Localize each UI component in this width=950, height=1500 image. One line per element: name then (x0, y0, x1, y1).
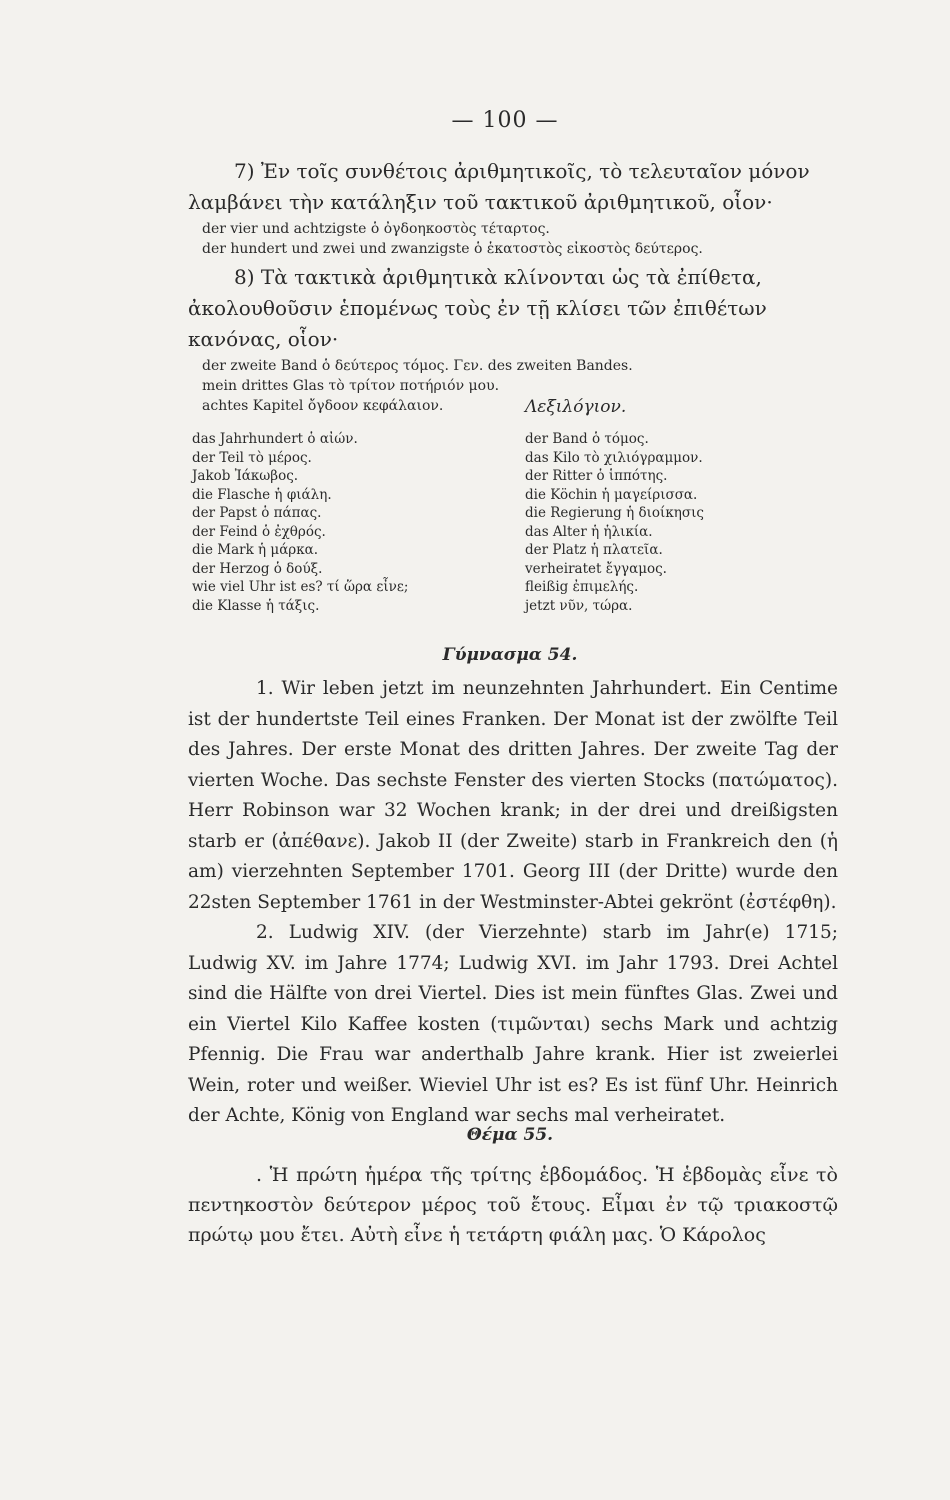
vocabulary-entry: fleißig ἐπιμελής. (525, 579, 639, 595)
vocabulary-left-column (192, 430, 408, 615)
rule-8 (188, 262, 838, 416)
vocabulary-entry: verheiratet ἔγγαμος. (525, 560, 667, 577)
rule-8-example: mein drittes Glas τὸ τρίτον ποτήριόν μου. (202, 378, 500, 394)
exercise-54-paragraph-2: 2. Ludwig XIV. (der Vierzehnte) starb im Jahr(e) 1715; Ludwig XV. im Jahre 1774; Ludwig XVI. im Jahr 1793. Drei Achtel sind die Hälfte von drei Viertel. Dies ist mein fünftes Glas. Zwei und ein Viertel Kilo Kaffee kosten (τιμῶνται) sechs Mark und achtzig Pfennig. Die Frau war anderthalb Jahre krank. Hier ist zweierlei Wein, roter und weißer. Wieviel Uhr ist es? Es ist fünf Uhr. Heinrich der Achte, König von England war sechs mal verheiratet. (188, 922, 838, 1126)
vocabulary-entry: der Band ὁ τόμος. (525, 431, 649, 447)
rule-7-text: 7) Ἐν τοῖς συνθέτοις ἀριθμητικοῖς, τὸ τελευταῖον μόνον λαμβάνει τὴν κατάληξιν τοῦ τακτικοῦ ἀριθμητικοῦ, οἷον· (188, 159, 810, 214)
vocabulary-entry: Jakob Ἰάκωβος. (192, 468, 299, 484)
vocabulary-heading: Λεξιλόγιον. (525, 397, 627, 417)
rule-8-example: der zweite Band ὁ δεύτερος τόμος. Γεν. des zweiten Bandes. (202, 358, 633, 374)
vocabulary-entry: der Teil τὸ μέρος. (192, 449, 312, 466)
vocabulary-entry: der Ritter ὁ ἱππότης. (525, 468, 668, 484)
page-number: — 100 — (451, 108, 559, 133)
vocabulary-entry: die Flasche ἡ φιάλη. (192, 486, 332, 503)
exercise-54-paragraph-1: 1. Wir leben jetzt im neunzehnten Jahrhundert. Ein Centime ist der hundertste Teil eines Franken. Der Monat ist der zwölfte Teil des Jahres. Der erste Monat des dritten Jahres. Der zweite Tag der vierten Woche. Das sechste Fenster des vierten Stocks (πατώματος). Herr Robinson war 32 Wochen krank; in der drei und dreißigsten starb er (ἀπέθανε). Jakob II (der Zweite) starb in Frankreich den (ἡ am) vierzehnten September 1701. Georg III (der Dritte) wurde den 22sten September 1761 in der Westminster-Abtei gekrönt (ἐστέφθη). (188, 678, 838, 913)
vocabulary-entry: der Platz ἡ πλατεῖα. (525, 542, 663, 558)
rule-7 (188, 156, 838, 259)
rule-8-text: 8) Τὰ τακτικὰ ἀριθμητικὰ κλίνονται ὡς τὰ ἐπίθετα, ἀκολουθοῦσιν ἑπομένως τοὺς ἐν τῇ κλίσει τῶν ἐπιθέτων κανόνας, οἷον· (188, 265, 767, 351)
vocabulary-entry: der Papst ὁ πάπας. (192, 505, 322, 521)
vocabulary-entry: die Köchin ἡ μαγείρισσα. (525, 486, 698, 503)
vocabulary-entry: wie viel Uhr ist es? τί ὥρα εἶνε; (192, 579, 409, 595)
exercise-55-heading: Θέμα 55. (466, 1125, 554, 1145)
vocabulary-entry: jetzt νῦν, τώρα. (525, 597, 633, 614)
rule-7-example: der hundert und zwei und zwanzigste ὁ ἑκατοστὸς εἰκοστὸς δεύτερος. (202, 241, 703, 257)
vocabulary-entry: der Feind ὁ ἐχθρός. (192, 523, 326, 540)
vocabulary-entry: die Regierung ἡ διοίκησις (525, 505, 704, 521)
vocabulary-entry: das Alter ἡ ἡλικία. (525, 523, 653, 540)
vocabulary-entry: das Kilo τὸ χιλιόγραμμον. (525, 449, 703, 466)
vocabulary-entry: die Klasse ἡ τάξις. (192, 597, 320, 614)
vocabulary-right-column (525, 430, 704, 615)
rule-7-example: der vier und achtzigste ὁ ὀγδοηκοστὸς τέταρτος. (202, 221, 550, 237)
exercise-55-paragraph: . Ἡ πρώτη ἡμέρα τῆς τρίτης ἑβδομάδος. Ἡ ἑβδομὰς εἶνε τὸ πεντηκοστὸν δεύτερον μέρος τοῦ ἔτους. Εἶμαι ἐν τῷ τριακοστῷ πρώτῳ μου ἔτει. Αὐτὴ εἶνε ἡ τετάρτη φιάλη μας. Ὁ Κάρολος (188, 1164, 838, 1246)
vocabulary-entry: die Mark ἡ μάρκα. (192, 542, 319, 558)
exercise-54-heading: Γύμνασμα 54. (442, 645, 578, 665)
rule-8-example: achtes Kapitel ὄγδοον κεφάλαιον. (202, 398, 444, 414)
vocabulary-entry: der Herzog ὁ δούξ. (192, 560, 323, 577)
vocabulary-entry: das Jahrhundert ὁ αἰών. (192, 431, 358, 447)
